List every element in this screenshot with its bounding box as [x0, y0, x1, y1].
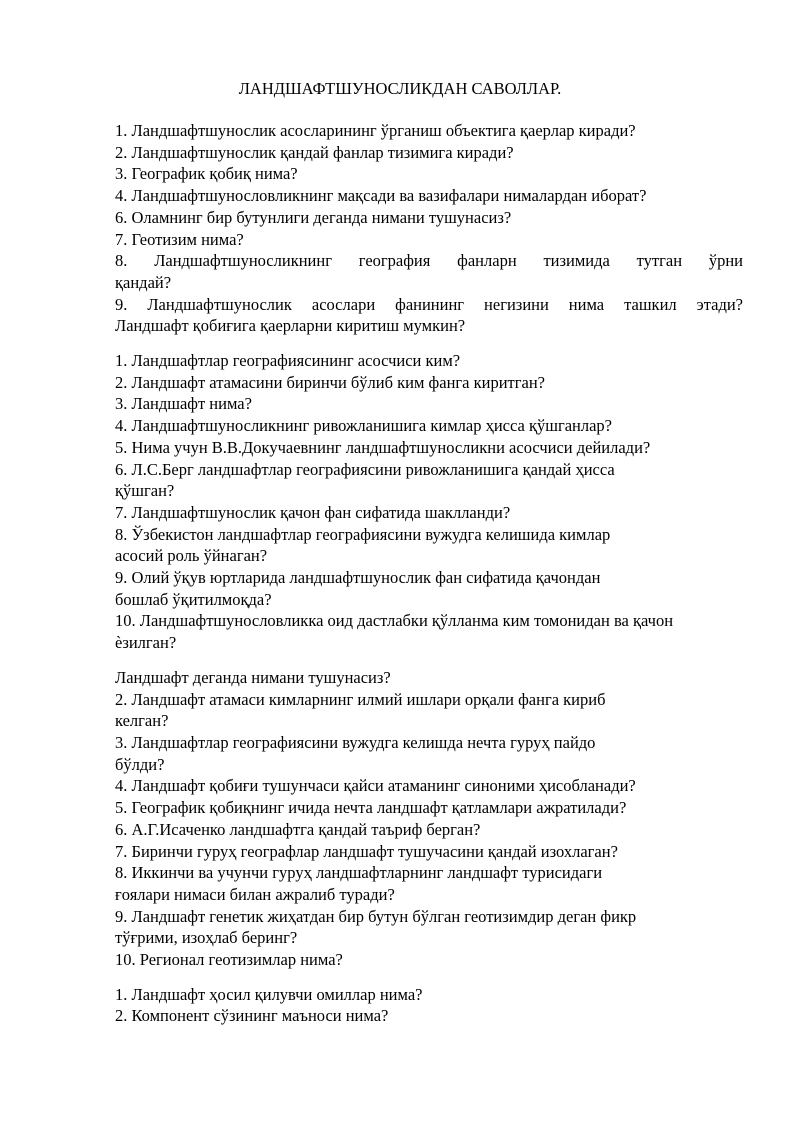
question-line: 10. Ландшафтшунословликка оид дастлабки қўлланма ким томонидан ва қачон: [115, 611, 674, 631]
question-line: 6. Л.С.Берг ландшафтлар географиясини ривожланишига қандай ҳисса: [115, 459, 615, 479]
question-line: қандай?: [115, 272, 172, 292]
question-line: 2. Ландшафтшунослик қандай фанлар тизимига киради?: [115, 142, 514, 162]
question-line: 6. А.Г.Исаченко ландшафтга қандай таъриф берган?: [115, 819, 481, 839]
question-line: бўлди?: [115, 754, 165, 774]
question-line: 5. Нима учун В.В.Докучаевнинг ландшафтшуносликни асосчиси дейилади?: [115, 437, 651, 457]
question-section: [115, 667, 743, 971]
question-line: 7. Биринчи гуруҳ географлар ландшафт тушучасини қандай изохлаган?: [115, 841, 618, 861]
question-line: 3. Ландшафт нима?: [115, 394, 252, 414]
question-line: 1. Ландшафтшунослик асосларининг ўрганиш объектига қаерлар киради?: [115, 121, 636, 140]
question-line: 9. Ландшафтшунослик асослари фанининг негизини нима ташкил этади?: [115, 294, 743, 314]
question-line: тўғрими, изоҳлаб беринг?: [115, 928, 298, 948]
question-line: 2. Ландшафт атамаси кимларнинг илмий ишлари орқали фанга кириб: [115, 689, 606, 709]
question-line: 3. Ландшафтлар географиясини вужудга келишда нечта гуруҳ пайдо: [115, 732, 596, 752]
question-line: 2. Ландшафт атамасини биринчи бўлиб ким фанга киритган?: [115, 372, 545, 392]
question-line: 8. Иккинчи ва учунчи гуруҳ ландшафтларнинг ландшафт турисидаги: [115, 863, 603, 883]
question-line: 8. Ўзбекистон ландшафтлар географиясини вужудга келишида кимлар: [115, 524, 611, 544]
question-line: 10. Регионал геотизимлар нима?: [115, 950, 343, 970]
question-line: 5. Географик қобиқнинг ичида нечта ландшафт қатламлари ажратилади?: [115, 798, 627, 818]
question-line: 1. Ландшафт ҳосил қилувчи омиллар нима?: [115, 984, 423, 1004]
question-line: ѐзилган?: [115, 633, 177, 653]
question-line: 9. Олий ўқув юртларида ландшафтшунослик фан сифатида қачондан: [115, 568, 601, 588]
question-section: [115, 120, 743, 337]
question-line: 7. Ландшафтшунослик қачон фан сифатида шаклланди?: [115, 502, 511, 522]
question-section: [115, 350, 743, 654]
question-line: ғоялари нимаси билан ажралиб туради?: [115, 884, 395, 904]
question-line: 4. Ландшафтшунословликнинг мақсади ва вазифалари нималардан иборат?: [115, 186, 647, 206]
question-line: 8. Ландшафтшуносликнинг география фанларн тизимида тутган ўрни: [115, 251, 743, 271]
question-line: 4. Ландшафтшуносликнинг ривожланишига кимлар ҳисса қўшганлар?: [115, 416, 612, 436]
question-line: 3. Географик қобиқ нима?: [115, 164, 298, 184]
question-line: Ландшафт деганда нимани тушунасиз?: [115, 667, 391, 687]
question-line: Ландшафт қобиғига қаерларни киритиш мумкин?: [115, 316, 466, 336]
question-line: 1. Ландшафтлар географиясининг асосчиси ким?: [115, 351, 461, 371]
question-line: бошлаб ўқитилмоқда?: [115, 589, 272, 609]
question-line: 2. Компонент сўзининг маъноси нима?: [115, 1006, 389, 1026]
question-line: келган?: [115, 711, 169, 731]
question-line: асосий роль ўйнаган?: [115, 546, 268, 566]
question-line: 7. Геотизим нима?: [115, 229, 244, 249]
question-line: 9. Ландшафт генетик жиҳатдан бир бутун бўлган геотизимдир деган фикр: [115, 906, 637, 926]
question-list: [115, 120, 743, 1040]
question-line: 4. Ландшафт қобиғи тушунчаси қайси атаманинг синоними ҳисобланади?: [115, 776, 636, 796]
document-title: ЛАНДШАФТШУНОСЛИКДАН САВОЛЛАР.: [238, 79, 562, 98]
question-line: 6. Оламнинг бир бутунлиги деганда нимани тушунасиз?: [115, 207, 512, 227]
question-section: [115, 984, 743, 1027]
question-line: қўшган?: [115, 481, 175, 501]
